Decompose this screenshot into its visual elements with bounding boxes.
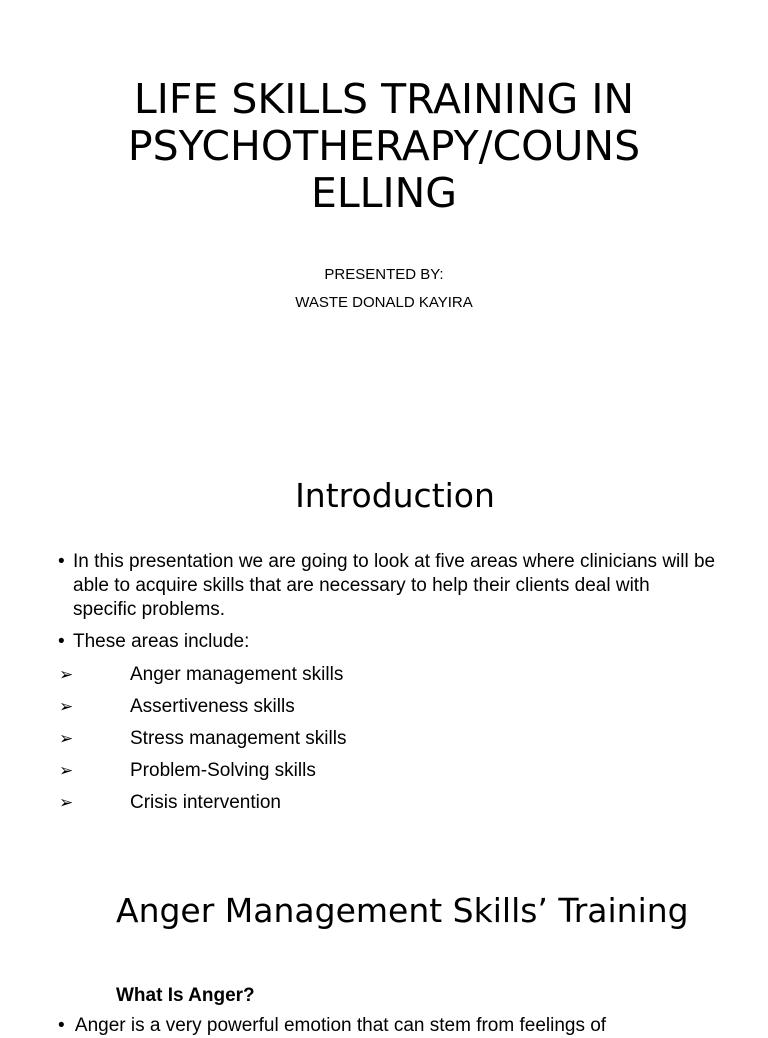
slide-heading: Anger Management Skills’ Training xyxy=(116,891,689,930)
bullet-item xyxy=(58,1014,758,1038)
bullet-icon: • xyxy=(58,551,65,572)
presenter-block xyxy=(0,261,768,317)
area-item xyxy=(58,791,718,815)
presented-by-label: PRESENTED BY: xyxy=(324,266,444,283)
areas-list xyxy=(58,663,718,823)
anger-management-slide xyxy=(0,860,768,1036)
area-label: Stress management skills xyxy=(130,728,347,749)
bullet-text: These areas include: xyxy=(73,631,250,652)
arrow-bullet-icon: ➢ xyxy=(59,697,74,716)
area-item xyxy=(58,727,718,751)
bullet-icon: • xyxy=(58,631,65,652)
introduction-slide xyxy=(0,440,768,860)
presenter-name: WASTE DONALD KAYIRA xyxy=(295,294,473,311)
bullet-list xyxy=(58,550,718,662)
area-label: Crisis intervention xyxy=(130,792,281,813)
bullet-item xyxy=(58,630,718,654)
area-label: Anger management skills xyxy=(130,664,344,685)
area-label: Problem-Solving skills xyxy=(130,760,316,781)
title-slide xyxy=(0,0,768,440)
presentation-title xyxy=(40,76,728,217)
slide-heading: Introduction xyxy=(295,476,495,515)
arrow-bullet-icon: ➢ xyxy=(59,793,74,812)
area-item xyxy=(58,759,718,783)
area-item xyxy=(58,695,718,719)
title-line: PSYCHOTHERAPY/COUNS xyxy=(127,122,641,170)
arrow-bullet-icon: ➢ xyxy=(59,665,74,684)
title-line: LIFE SKILLS TRAINING IN xyxy=(133,75,635,123)
arrow-bullet-icon: ➢ xyxy=(59,761,74,780)
section-subheading: What Is Anger? xyxy=(116,985,255,1006)
bullet-item xyxy=(58,550,718,622)
bullet-text: Anger is a very powerful emotion that can stem from feelings of xyxy=(74,1015,607,1036)
bullet-icon: • xyxy=(58,1015,65,1036)
area-item xyxy=(58,663,718,687)
title-line: ELLING xyxy=(310,169,458,217)
bullet-text: In this presentation we are going to look at five areas where clinicians will be able to acquire skills that are necessary to help their clients deal with specific problems. xyxy=(73,551,716,620)
arrow-bullet-icon: ➢ xyxy=(59,729,74,748)
area-label: Assertiveness skills xyxy=(130,696,295,717)
